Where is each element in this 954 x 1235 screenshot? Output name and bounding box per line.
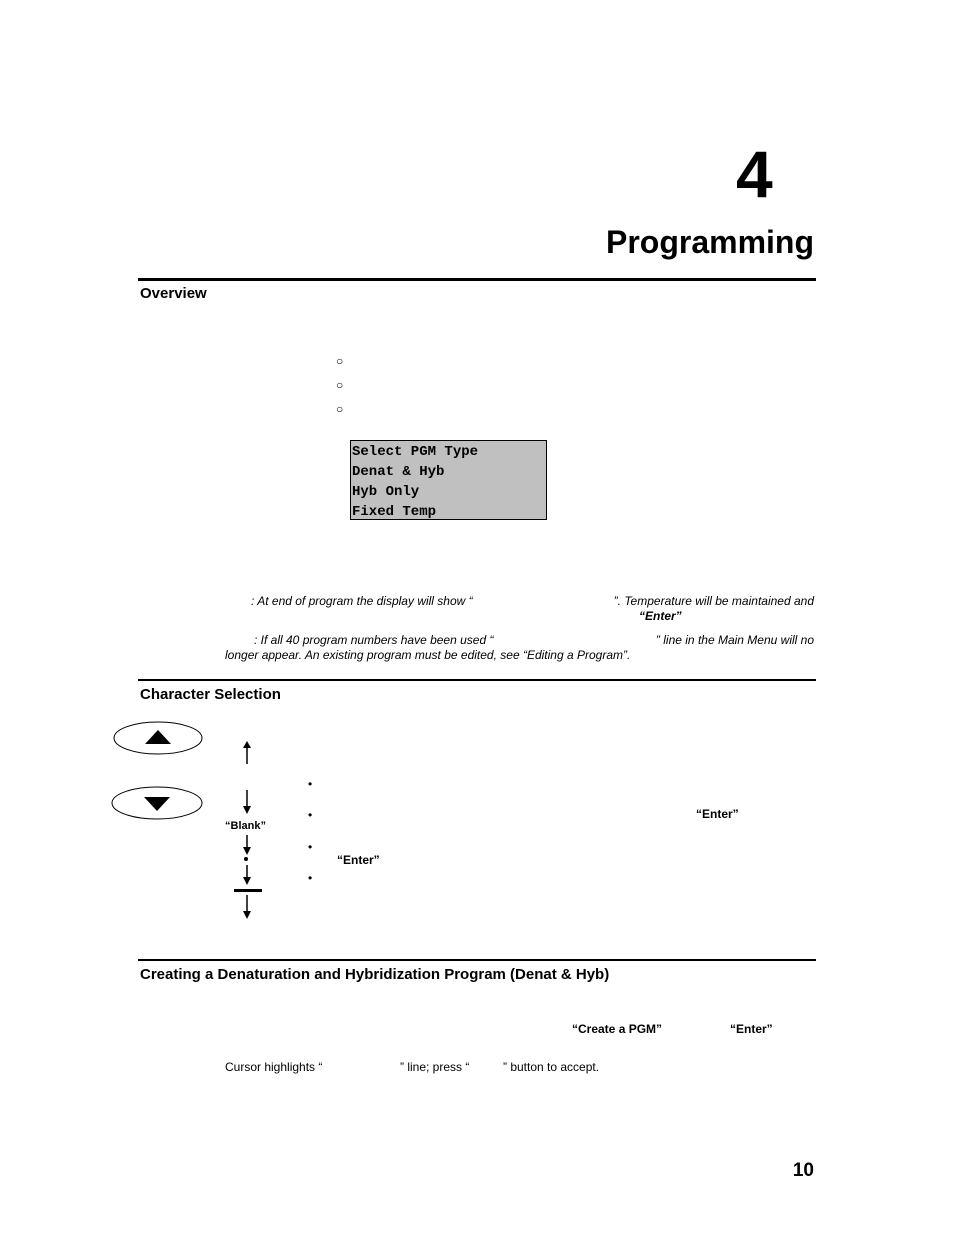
lcd-display: [350, 440, 547, 520]
list-bullet: •: [308, 808, 313, 822]
list-bullet-circle: ○: [336, 354, 344, 368]
sequence-dot: [244, 857, 248, 861]
note-2-start: : If all 40 program numbers have been used “: [254, 633, 494, 647]
chapter-number: 4: [736, 137, 773, 211]
note-1-start: : At end of program the display will show “: [251, 594, 473, 608]
create-pgm-label: “Create a PGM”: [572, 1022, 663, 1036]
enter-label: “Enter”: [696, 807, 739, 821]
cursor-text-start: Cursor highlights “: [225, 1060, 323, 1074]
scroll-down-arrow-icon: [236, 864, 260, 888]
note-2-end: ” line in the Main Menu will no: [655, 633, 814, 647]
enter-label: “Enter”: [730, 1022, 773, 1036]
list-bullet: •: [308, 871, 313, 885]
section-heading-character-selection: Character Selection: [140, 686, 281, 703]
list-bullet: •: [308, 840, 313, 854]
section-heading-creating-program: Creating a Denaturation and Hybridization Program (Denat & Hyb): [140, 966, 610, 983]
note-1-end: ”. Temperature will be maintained and: [613, 594, 814, 608]
chapter-rule: [138, 278, 816, 281]
enter-label: “Enter”: [337, 853, 380, 867]
list-bullet-circle: ○: [336, 402, 344, 416]
scroll-down-arrow-icon: [236, 894, 260, 922]
lcd-line: Denat & Hyb: [352, 464, 445, 480]
section-rule: [138, 679, 816, 681]
scroll-up-arrow-icon: [236, 740, 260, 768]
page-number: 10: [792, 1160, 814, 1181]
section-rule: [138, 959, 816, 961]
scroll-down-arrow-icon: [236, 789, 260, 817]
note-1-enter: “Enter”: [639, 609, 682, 623]
up-arrow-key-icon: [112, 720, 204, 756]
scroll-down-arrow-icon: [236, 834, 260, 858]
cursor-text-end: ” button to accept.: [503, 1060, 600, 1074]
section-heading-overview: Overview: [140, 285, 207, 302]
lcd-line: Fixed Temp: [352, 504, 437, 520]
list-bullet: •: [308, 777, 313, 791]
lcd-line: Select PGM Type: [352, 444, 479, 460]
down-arrow-key-icon: [110, 785, 204, 821]
cursor-text-middle: ” line; press “: [400, 1060, 470, 1074]
lcd-line: Hyb Only: [352, 484, 420, 500]
chapter-title: Programming: [605, 224, 814, 260]
space-bar-symbol: [234, 889, 262, 892]
note-2-line-2: longer appear. An existing program must be edited, see “Editing a Program”.: [225, 648, 631, 662]
blank-label: “Blank”: [225, 820, 266, 832]
list-bullet-circle: ○: [336, 378, 344, 392]
